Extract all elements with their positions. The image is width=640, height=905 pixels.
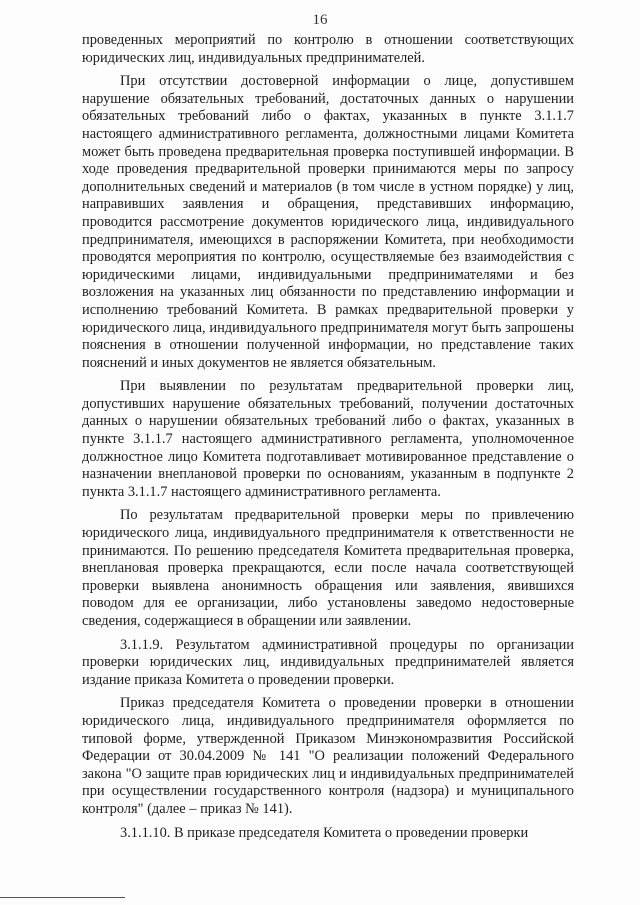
paragraph-3-1-1-10: 3.1.1.10. В приказе председателя Комитета о проведении проверки: [120, 824, 529, 841]
page-number: 16: [312, 12, 328, 28]
document-body: [82, 32, 574, 842]
paragraph-3-1-1-9: 3.1.1.9. Результатом административной процедуры по организации проверки юридических лиц, индивидуальных предпринимателей является издание приказа Комитета о проведении проверки.: [82, 636, 574, 688]
footnote-divider: [0, 897, 125, 898]
paragraph-order-form: Приказ председателя Комитета о проведении проверки в отношении юридического лица, индивидуального предпринимателя оформляется по типовой форме, утвержденной Приказом Минэкономразвития Российской Федерации от 30.04.2009 № 141 "О реализации положений Федерального закона "О защите прав юридических лиц и индивидуальных предпринимателей при осуществлении государственного контроля (надзора) и муниципального контроля" (далее – приказ № 141).: [82, 695, 574, 817]
paragraph-continuation: проведенных мероприятий по контролю в отношении соответствующих юридических лиц, индивидуальных предпринимателей.: [82, 32, 574, 66]
paragraph-preliminary-check: При отсутствии достоверной информации о лице, допустившем нарушение обязательных требований, достаточных данных о нарушении обязательных требований либо о фактах, указанных в пункте 3.1.1.7 настоящего административного регламента, должностными лицами Комитета может быть проведена предварительная проверка поступившей информации. В ходе проведения предварительной проверки принимаются меры по запросу дополнительных сведений и материалов (в том числе в устном порядке) у лиц, направивших заявления и обращения, представивших информацию, проводится рассмотрение документов юридического лица, индивидуального предпринимателя, имеющихся в распоряжении Комитета, при необходимости проводятся мероприятия по контролю, осуществляемые без взаимодействия с юридическими лицами, индивидуальными предпринимателями и без возложения на указанных лиц обязанности по представлению информации и исполнению требований Комитета. В рамках предварительной проверки у юридического лица, индивидуального предпринимателя могут быть запрошены пояснения в отношении полученной информации, но представление таких пояснений и иных документов не является обязательным.: [82, 73, 574, 371]
paragraph-check-results: По результатам предварительной проверки меры по привлечению юридического лица, индивидуального предпринимателя к ответственности не принимаются. По решению председателя Комитета предварительная проверка, внеплановая проверка прекращаются, если после начала соответствующей проверки выявлена анонимность обращения или заявления, явившихся поводом для ее организации, либо установлены заведомо недостоверные сведения, содержащиеся в обращении или заявлении.: [82, 507, 574, 629]
paragraph-violation-detection: При выявлении по результатам предварительной проверки лиц, допустивших нарушение обязательных требований, получении достаточных данных о нарушении обязательных требований либо о фактах, указанных в пункте 3.1.1.7 настоящего административного регламента, уполномоченное должностное лицо Комитета подготавливает мотивированное представление о назначении внеплановой проверки по основаниям, указанным в подпункте 2 пункта 3.1.1.7 настоящего административного регламента.: [82, 378, 574, 500]
